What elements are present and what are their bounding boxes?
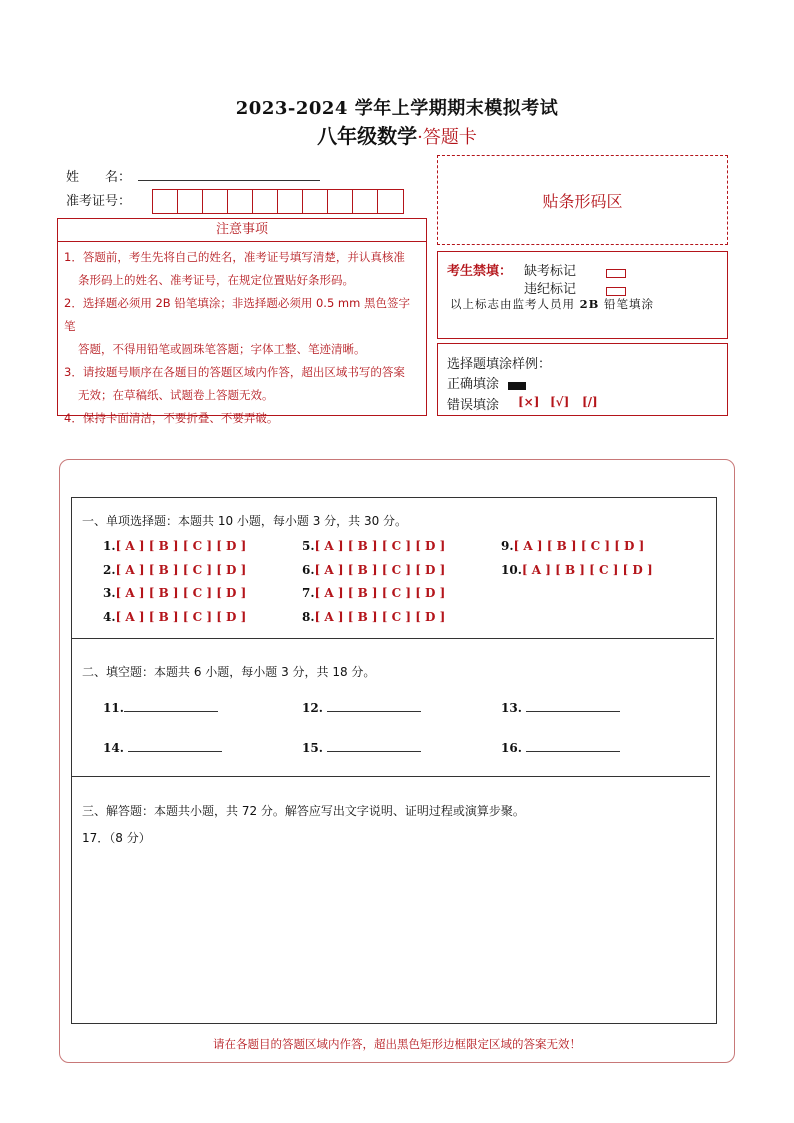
notice-item-2: 2．选择题必须用 2B 铅笔填涂；非选择题必须用 0.5 mm 黑色签字笔: [64, 296, 410, 333]
id-digit-box[interactable]: [153, 190, 178, 213]
choice-question-3[interactable]: 3.[ A ] [ B ] [ C ] [ D ]: [103, 586, 247, 600]
notice-item-1: 1．答题前，考生先将自己的姓名，准考证号填写清楚，并认真核准: [64, 250, 405, 264]
fill-question-14[interactable]: 14.: [103, 741, 222, 755]
choice-question-2[interactable]: 2.[ A ] [ B ] [ C ] [ D ]: [103, 563, 247, 577]
fill-question-11[interactable]: 11.: [103, 701, 218, 715]
choice-question-9[interactable]: 9.[ A ] [ B ] [ C ] [ D ]: [501, 539, 645, 553]
choice-question-4[interactable]: 4.[ A ] [ B ] [ C ] [ D ]: [103, 610, 247, 624]
section1-title: 一、单项选择题：本题共 10 小题，每小题 3 分，共 30 分。: [82, 514, 408, 528]
fill-question-13[interactable]: 13.: [501, 701, 620, 715]
id-digit-box[interactable]: [178, 190, 203, 213]
footer-warning: 请在各题目的答题区域内作答，超出黑色矩形边框限定区域的答案无效！: [213, 1037, 581, 1051]
id-digit-box[interactable]: [228, 190, 253, 213]
barcode-label: 贴条形码区: [542, 191, 623, 211]
notice-heading: 注意事项: [57, 218, 427, 242]
wrong-mark-x: [×]: [518, 395, 540, 409]
correct-fill-label: 正确填涂: [447, 377, 500, 392]
sample-title: 选择题填涂样例：: [447, 357, 552, 372]
id-digit-box[interactable]: [203, 190, 228, 213]
id-label: 准考证号：: [66, 194, 132, 209]
choice-question-7[interactable]: 7.[ A ] [ B ] [ C ] [ D ]: [302, 586, 446, 600]
notice-item-2-cont: 答题，不得用铅笔或圆珠笔答题；字体工整、笔迹清晰。: [78, 342, 366, 356]
choice-question-1[interactable]: 1.[ A ] [ B ] [ C ] [ D ]: [103, 539, 247, 553]
id-digit-box[interactable]: [278, 190, 303, 213]
absent-label: 缺考标记: [524, 264, 577, 279]
proctor-note: 以上标志由监考人员用 2B 铅笔填涂: [450, 297, 655, 311]
section2-title: 二、填空题：本题共 6 小题，每小题 3 分，共 18 分。: [82, 665, 376, 679]
id-digit-box[interactable]: [328, 190, 353, 213]
question-17-answer-area[interactable]: [82, 850, 702, 1015]
section3-title: 三、解答题：本题共小题，共 72 分。解答应写出文字说明、证明过程或演算步聚。: [82, 804, 525, 818]
notice-item-1-cont: 条形码上的姓名、准考证号，在规定位置贴好条形码。: [78, 273, 354, 287]
name-label: 姓 名：: [66, 170, 132, 185]
exam-title: 2023-2024 学年上学期期末模拟考试: [235, 98, 559, 119]
fill-question-15[interactable]: 15.: [302, 741, 421, 755]
notice-item-3: 3．请按题号顺序在各题目的答题区域内作答，超出区域书写的答案: [64, 365, 405, 379]
correct-fill-mark: [508, 375, 526, 394]
wrong-mark-check: [√]: [550, 395, 570, 409]
section-divider: [71, 638, 714, 639]
notice-body: [57, 242, 427, 425]
exam-id-boxes[interactable]: [152, 189, 404, 214]
violation-label: 违纪标记: [524, 282, 577, 297]
notice-item-4: 4．保持卡面清洁，不要折叠、不要弄破。: [64, 411, 279, 425]
barcode-area: [437, 155, 728, 245]
subject-label: 八年级数学: [317, 124, 418, 148]
section-divider: [71, 776, 710, 777]
absent-mark-box[interactable]: [606, 263, 626, 282]
id-digit-box[interactable]: [253, 190, 278, 213]
id-digit-box[interactable]: [353, 190, 378, 213]
notice-item-3-cont: 无效；在草稿纸、试题卷上答题无效。: [78, 388, 274, 402]
fill-question-12[interactable]: 12.: [302, 701, 421, 715]
id-digit-box[interactable]: [303, 190, 328, 213]
choice-question-8[interactable]: 8.[ A ] [ B ] [ C ] [ D ]: [302, 610, 446, 624]
name-field[interactable]: [138, 179, 320, 181]
question-17-label: 17．（8 分）: [82, 831, 151, 845]
choice-question-5[interactable]: 5.[ A ] [ B ] [ C ] [ D ]: [302, 539, 446, 553]
choice-question-10[interactable]: 10.[ A ] [ B ] [ C ] [ D ]: [501, 563, 653, 577]
subtitle-separator: ·: [417, 127, 423, 148]
proctor-label: 考生禁填：: [447, 264, 513, 279]
wrong-mark-slash: [/]: [582, 395, 598, 409]
fill-question-16[interactable]: 16.: [501, 741, 620, 755]
wrong-fill-label: 错误填涂: [447, 398, 500, 413]
answer-card-label: 答题卡: [422, 127, 477, 148]
id-digit-box[interactable]: [378, 190, 403, 213]
exam-subtitle: [0, 120, 794, 149]
choice-question-6[interactable]: 6.[ A ] [ B ] [ C ] [ D ]: [302, 563, 446, 577]
